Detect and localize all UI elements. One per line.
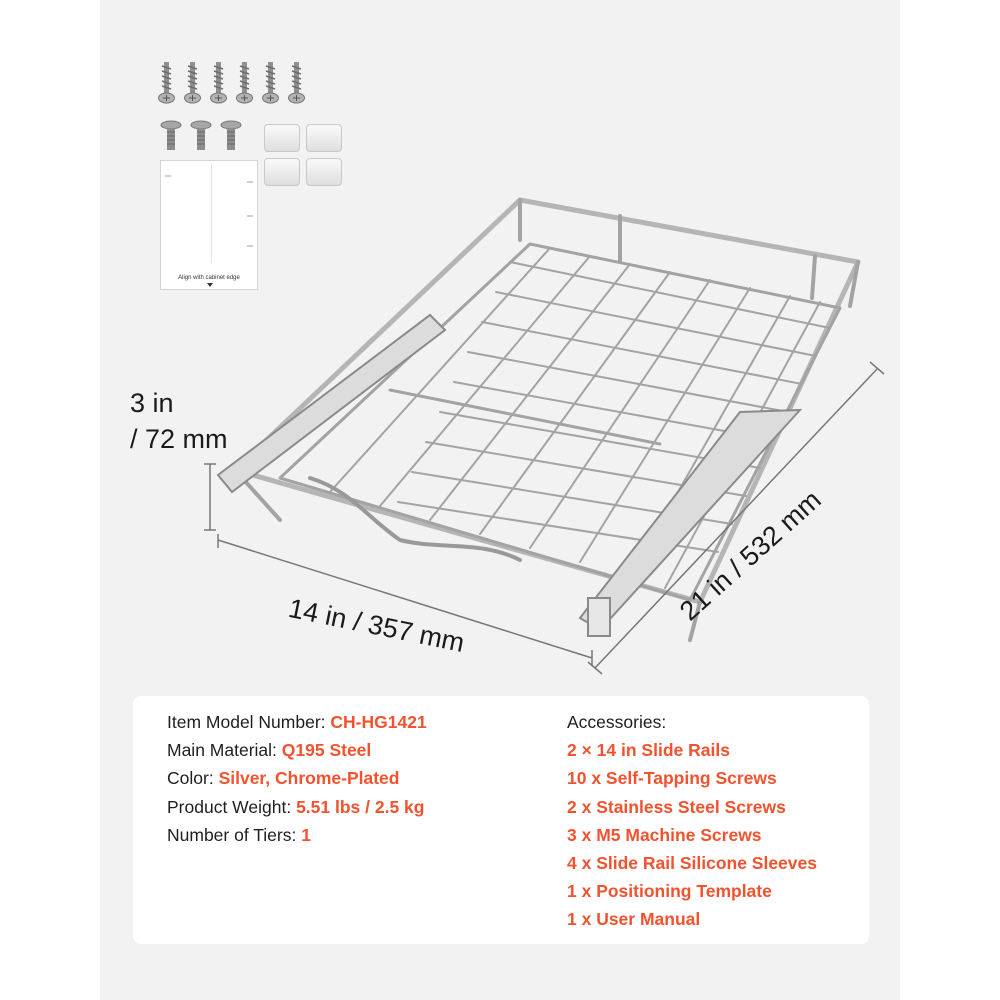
spec-label: Item Model Number: xyxy=(167,712,326,732)
accessory-item: 10 x Self-Tapping Screws xyxy=(567,768,777,789)
spec-value: 1 xyxy=(301,824,311,845)
product-stage xyxy=(100,0,900,1000)
spec-label: Number of Tiers: xyxy=(167,824,297,845)
spec-value: CH-HG1421 xyxy=(330,712,427,732)
spec-value: Silver, Chrome-Plated xyxy=(218,768,400,789)
spec-card xyxy=(133,696,869,944)
depth-dimension: 21 in / 532 mm xyxy=(674,484,827,627)
spec-label: Product Weight: xyxy=(167,796,292,817)
spec-row-model xyxy=(167,708,427,736)
spec-label: Color: xyxy=(167,768,214,789)
accessories-list xyxy=(567,708,817,934)
spec-value: Q195 Steel xyxy=(281,740,372,761)
accessory-item: 2 x Stainless Steel Screws xyxy=(567,796,786,817)
accessory-item: 4 x Slide Rail Silicone Sleeves xyxy=(567,853,817,874)
right-margin xyxy=(900,0,1000,1000)
spec-list xyxy=(167,708,427,849)
height-inches: 3 in xyxy=(130,388,174,418)
spec-row-tiers xyxy=(167,821,427,849)
spec-row-weight xyxy=(167,793,427,821)
height-mm: / 72 mm xyxy=(130,424,228,454)
spec-row-color xyxy=(167,764,427,792)
spec-label: Main Material: xyxy=(167,740,277,761)
accessories-heading: Accessories: xyxy=(567,712,667,732)
height-dimension xyxy=(130,385,228,457)
spec-row-material xyxy=(167,736,427,764)
accessory-item: 1 x User Manual xyxy=(567,909,701,930)
accessory-item: 1 x Positioning Template xyxy=(567,881,772,902)
width-dimension: 14 in / 357 mm xyxy=(286,593,468,659)
left-margin xyxy=(0,0,100,1000)
drawer-illustration xyxy=(100,0,900,700)
accessory-item: 3 x M5 Machine Screws xyxy=(567,824,762,845)
accessory-item: 2 × 14 in Slide Rails xyxy=(567,740,730,761)
template-caption: Align with cabinet edge xyxy=(178,275,240,281)
spec-value: 5.51 lbs / 2.5 kg xyxy=(296,796,425,817)
